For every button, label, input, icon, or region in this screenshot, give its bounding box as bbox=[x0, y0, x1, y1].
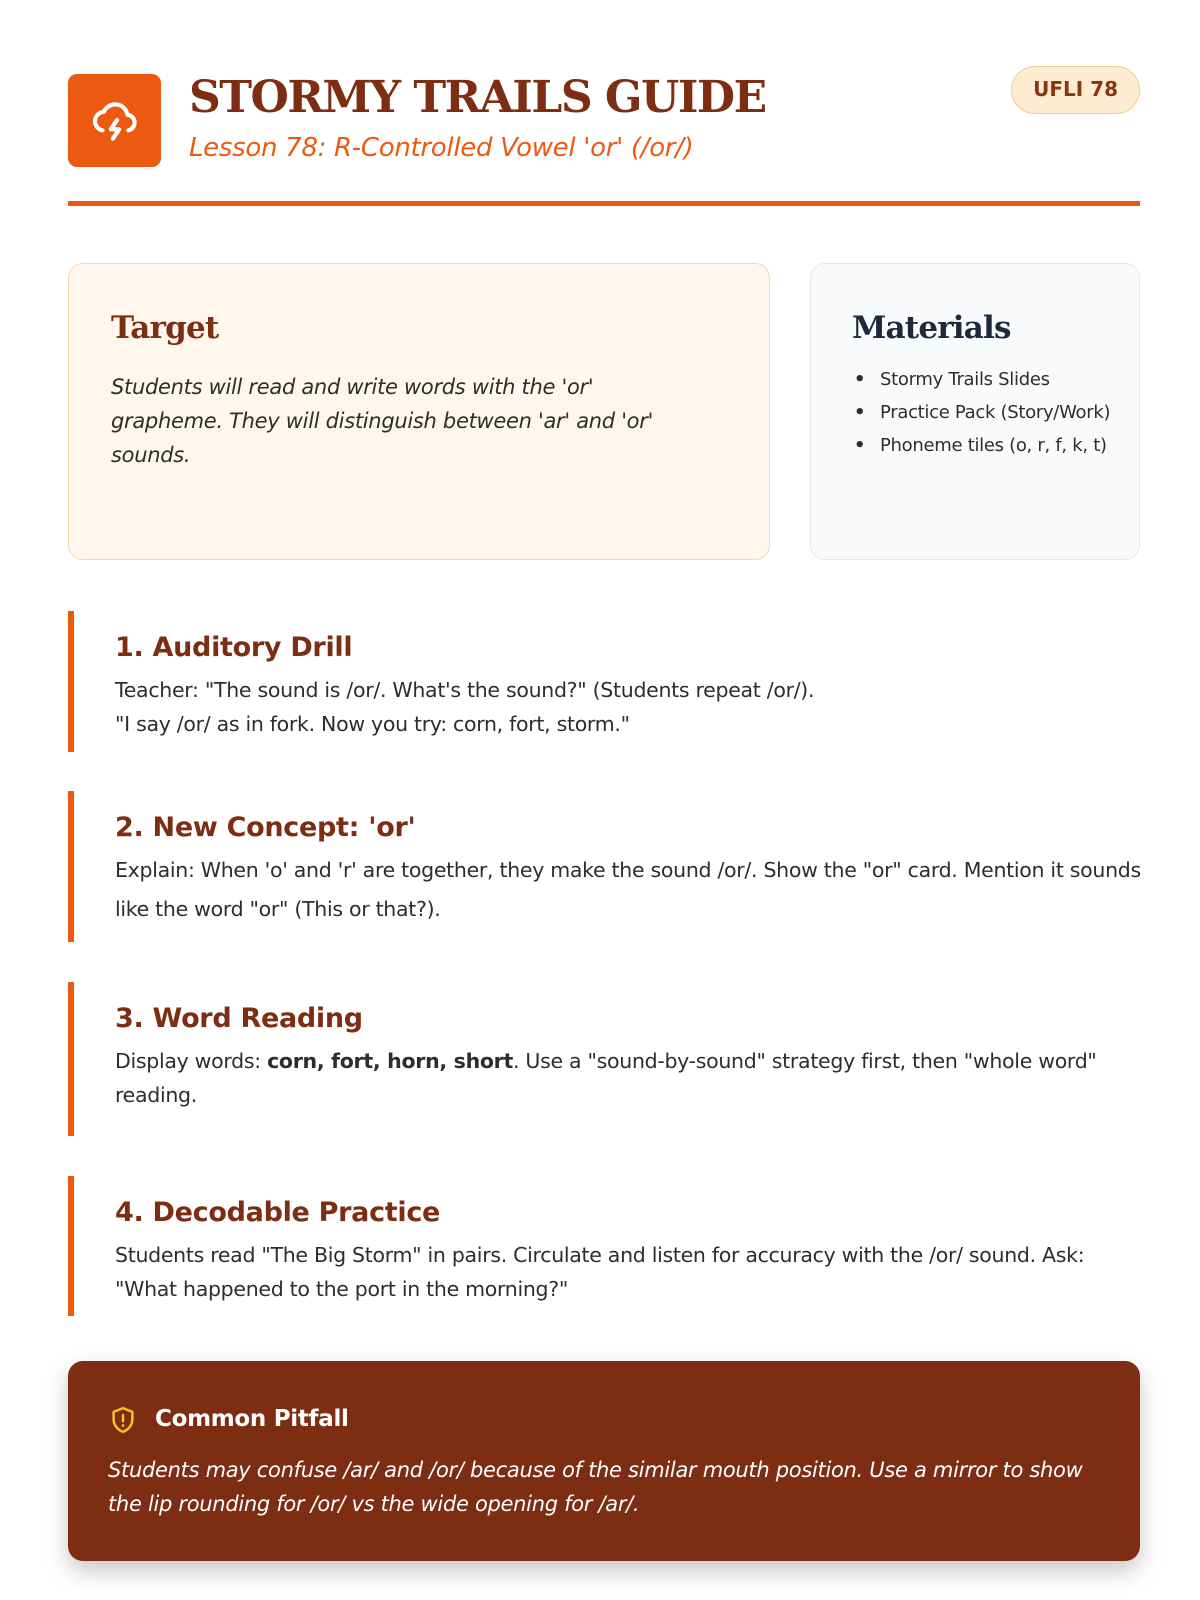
storm-cloud-icon bbox=[90, 96, 140, 146]
step-word-reading bbox=[68, 982, 1140, 1136]
bullet-icon: • bbox=[854, 402, 866, 423]
target-card bbox=[68, 263, 770, 560]
step-auditory-drill bbox=[68, 611, 1140, 752]
step-text: Students read "The Big Storm" in pairs. Circulate and listen for accuracy with the /or/ sound. Ask: "What happened to the port in the morning?" bbox=[115, 1243, 1085, 1301]
pitfall-heading: Common Pitfall bbox=[155, 1406, 349, 1432]
step-text-line-2: "I say /or/ as in fork. Now you try: corn, fort, storm." bbox=[115, 712, 630, 736]
step-decodable-practice bbox=[68, 1176, 1140, 1316]
common-pitfall-callout bbox=[68, 1361, 1140, 1561]
step-title: 2. New Concept: 'or' bbox=[115, 812, 416, 843]
list-item: • Practice Pack (Story/Work) bbox=[852, 400, 1112, 426]
step-title: 4. Decodable Practice bbox=[115, 1197, 441, 1228]
step-title: 3. Word Reading bbox=[115, 1003, 363, 1034]
page-header bbox=[68, 74, 1140, 170]
lesson-subtitle: Lesson 78: R-Controlled Vowel 'or' (/or/) bbox=[189, 133, 694, 163]
logo bbox=[68, 74, 161, 167]
lesson-badge: UFLI 78 bbox=[1011, 66, 1140, 114]
word-list: corn, fort, horn, short bbox=[267, 1049, 513, 1073]
step-title: 1. Auditory Drill bbox=[115, 632, 353, 663]
bullet-icon: • bbox=[854, 435, 866, 456]
materials-card bbox=[810, 263, 1140, 560]
pitfall-text: Students may confuse /ar/ and /or/ because of the similar mouth position. Use a mirror to show the lip rounding for /or/ vs the wide opening for /ar/. bbox=[108, 1458, 1083, 1516]
step-text-line-1: Teacher: "The sound is /or/. What's the sound?" (Students repeat /or/). bbox=[115, 678, 815, 702]
shield-alert-icon bbox=[108, 1405, 138, 1435]
materials-list bbox=[852, 367, 1112, 466]
target-heading: Target bbox=[111, 310, 219, 346]
page-title: STORMY TRAILS GUIDE bbox=[189, 72, 766, 123]
step-text: Explain: When 'o' and 'r' are together, they make the sound /or/. Show the "or" card. Mention it sounds like the word "or" (This or that?). bbox=[115, 858, 1141, 921]
list-item: • Phoneme tiles (o, r, f, k, t) bbox=[852, 433, 1112, 459]
step-text: Display words: corn, fort, horn, short. Use a "sound-by-sound" strategy first, then "whole word" reading. bbox=[115, 1049, 1097, 1107]
target-text: Students will read and write words with the 'or' grapheme. They will distinguish between 'ar' and 'or' sounds. bbox=[111, 375, 654, 467]
list-item: • Stormy Trails Slides bbox=[852, 367, 1112, 393]
materials-heading: Materials bbox=[852, 310, 1011, 346]
bullet-icon: • bbox=[854, 369, 866, 390]
header-divider bbox=[68, 201, 1140, 206]
step-new-concept bbox=[68, 791, 1140, 942]
